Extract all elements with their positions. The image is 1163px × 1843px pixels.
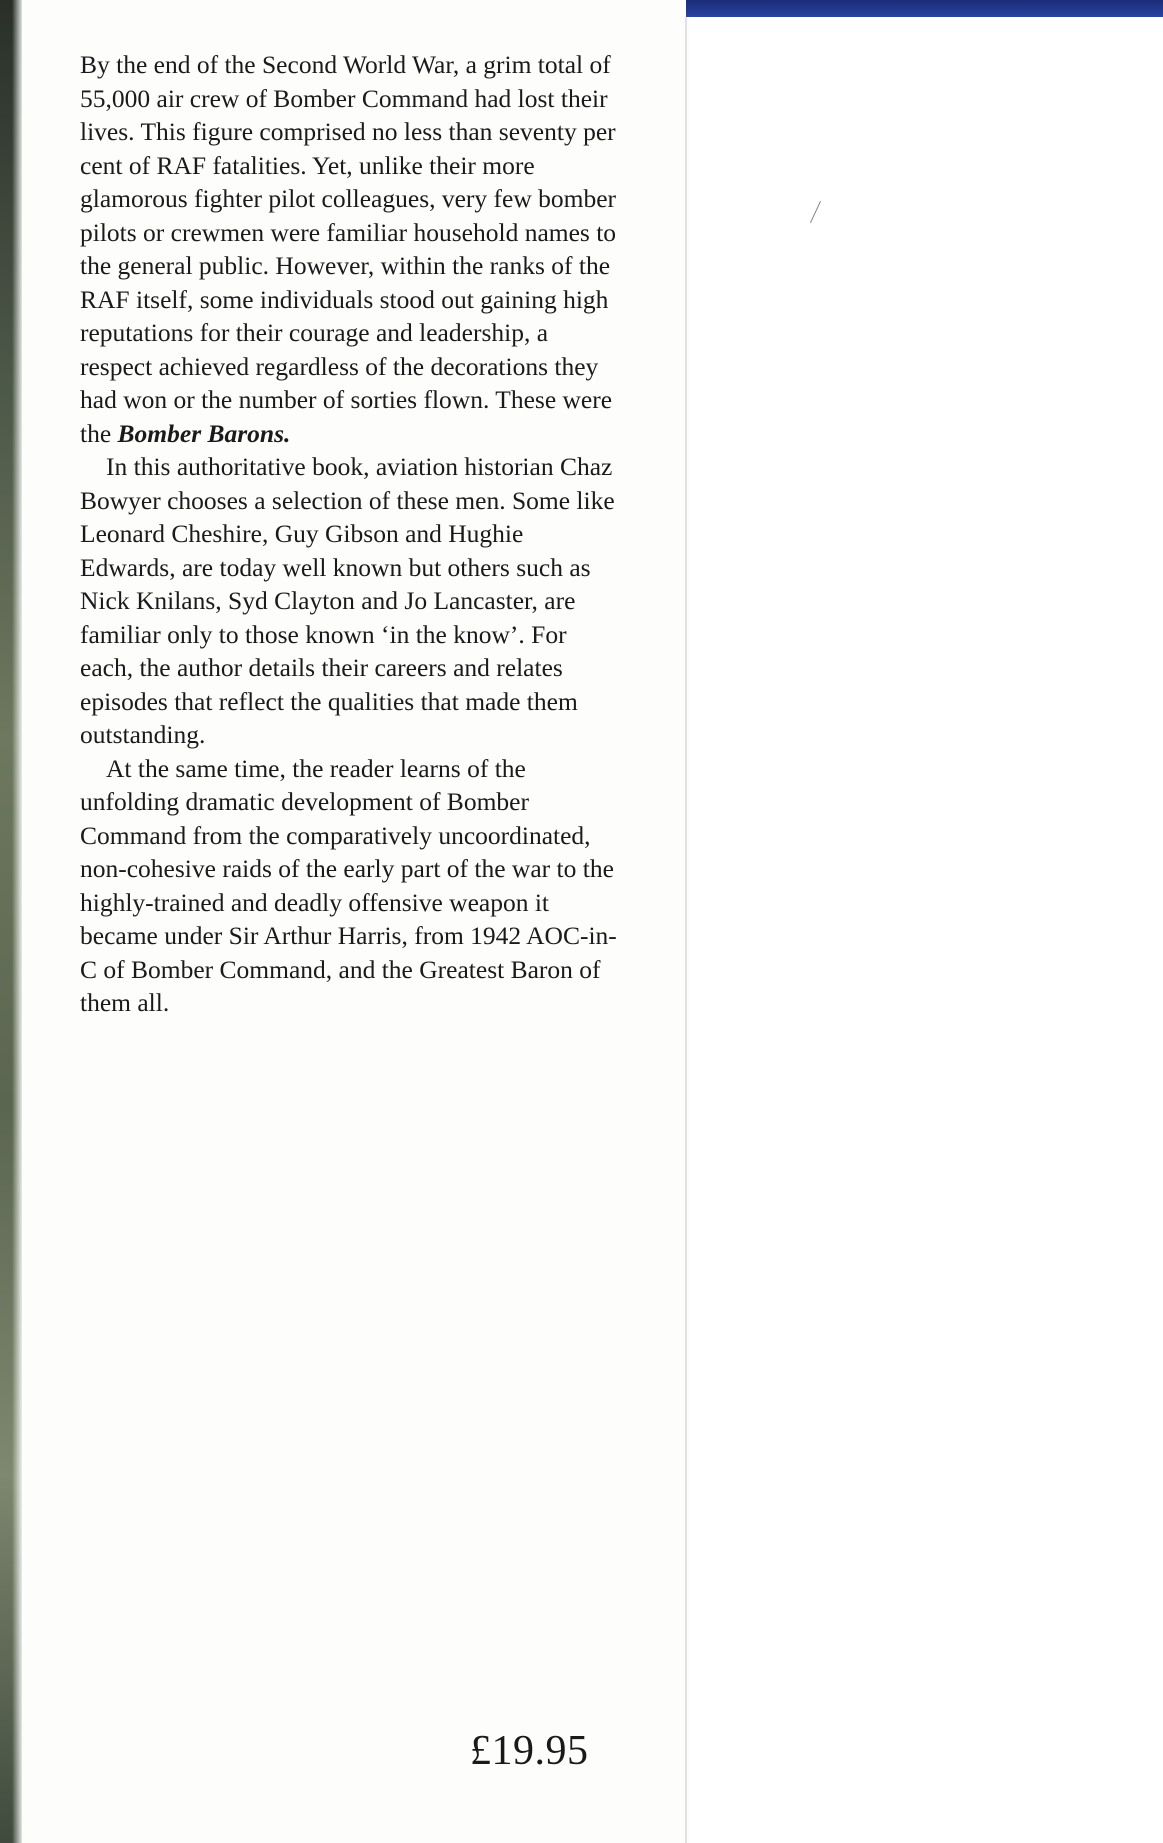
flap-fold-crease bbox=[685, 17, 687, 1843]
blurb-text bbox=[80, 48, 620, 1020]
blue-cover-band bbox=[686, 0, 1163, 17]
blurb-paragraph-2: In this authoritative book, aviation historian Chaz Bowyer chooses a selection of these men. Some like Leonard Cheshire, Guy Gibson and Hughie Edwards, are today well known but others such as Nick Knilans, Syd Clayton and Jo Lancaster, are familiar only to those known ‘in the know’. For each, the author details their careers and relates episodes that reflect the qualities that made them outstanding. bbox=[80, 452, 615, 749]
back-cover-panel bbox=[690, 0, 1163, 1843]
blurb-paragraph-1-text: By the end of the Second World War, a grim total of 55,000 air crew of Bomber Command had lost their lives. This figure comprised no less than seventy per cent of RAF fatalities. Yet, unlike their more glamorous fighter pilot colleagues, very few bomber pilots or crewmen were familiar household names to the general public. However, within the ranks of the RAF itself, some individuals stood out gaining high reputations for their courage and leadership, a respect achieved regardless of the decorations they had won or the number of sorties flown. These were the bbox=[80, 50, 617, 448]
price-label: £19.95 bbox=[470, 1728, 589, 1774]
cover-photo-edge bbox=[0, 0, 22, 1843]
blurb-paragraph-1 bbox=[80, 48, 620, 450]
blurb-paragraph-3: At the same time, the reader learns of the unfolding dramatic development of Bomber Command from the comparatively uncoordinated, non-cohesive raids of the early part of the war to the highly-trained and deadly offensive weapon it became under Sir Arthur Harris, from 1942 AOC-in-C of Bomber Command, and the Greatest Baron of them all. bbox=[80, 753, 617, 1017]
book-title-emphasis: Bomber Barons. bbox=[117, 418, 291, 448]
